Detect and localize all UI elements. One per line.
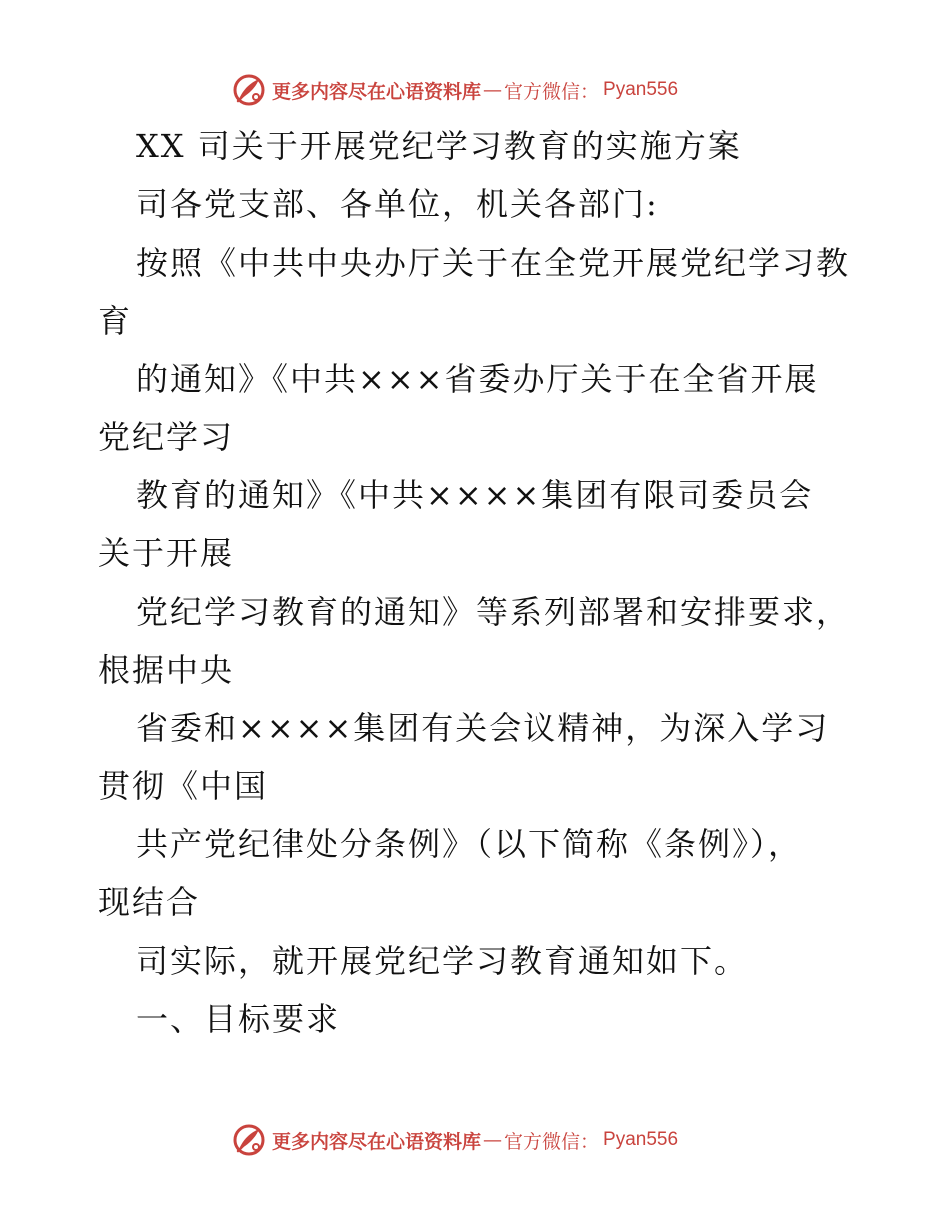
paragraph-line: 司实际，就开展党纪学习教育通知如下。 (136, 942, 749, 980)
paragraph-line: 省委和××××集团有关会议精神，为深入学习 (136, 709, 830, 747)
watermark-main-text: 更多内容尽在心语资料库 (272, 1130, 482, 1153)
quill-logo-icon (232, 73, 266, 107)
paragraph-line: 育 (98, 302, 133, 340)
paragraph-line: 现结合 (98, 883, 201, 921)
paragraph-line: 的通知》《中共×××省委办厅关于在全省开展 (136, 360, 819, 398)
footer-watermark-content (232, 1120, 678, 1160)
document-salutation: 司各党支部、各单位，机关各部门: (136, 185, 659, 223)
document-title: XX 司关于开展党纪学习教育的实施方案 (136, 127, 742, 165)
paragraph-line: 按照《中共中央办厅关于在全党开展党纪学习教 (136, 244, 851, 282)
watermark-wechat-id: Pyan556 (603, 1129, 679, 1150)
footer-watermark-banner (0, 1120, 950, 1160)
watermark-wechat-label: 官方微信： (504, 80, 600, 103)
paragraph-line: 教育的通知》《中共××××集团有限司委员会 (136, 476, 814, 514)
paragraph-line: 党纪学习 (98, 418, 235, 456)
watermark-dash: — (483, 79, 503, 101)
paragraph-line: 党纪学习教育的通知》等系列部署和安排要求， (136, 593, 851, 631)
paragraph-line: 共产党纪律处分条例》（以下简称《条例》）， (136, 825, 803, 863)
watermark-dash: — (483, 1129, 503, 1151)
watermark-wechat-label: 官方微信： (504, 1130, 600, 1153)
watermark-main-text: 更多内容尽在心语资料库 (272, 80, 482, 103)
watermark-wechat-id: Pyan556 (603, 79, 679, 100)
paragraph-line: 关于开展 (98, 534, 235, 572)
paragraph-line: 根据中央 (98, 651, 235, 689)
quill-logo-icon (232, 1123, 266, 1157)
paragraph-line: 贯彻《中国 (98, 767, 269, 805)
header-watermark-banner (0, 70, 950, 110)
header-watermark-content (232, 70, 678, 110)
section-heading: 一、目标要求 (136, 1000, 341, 1038)
